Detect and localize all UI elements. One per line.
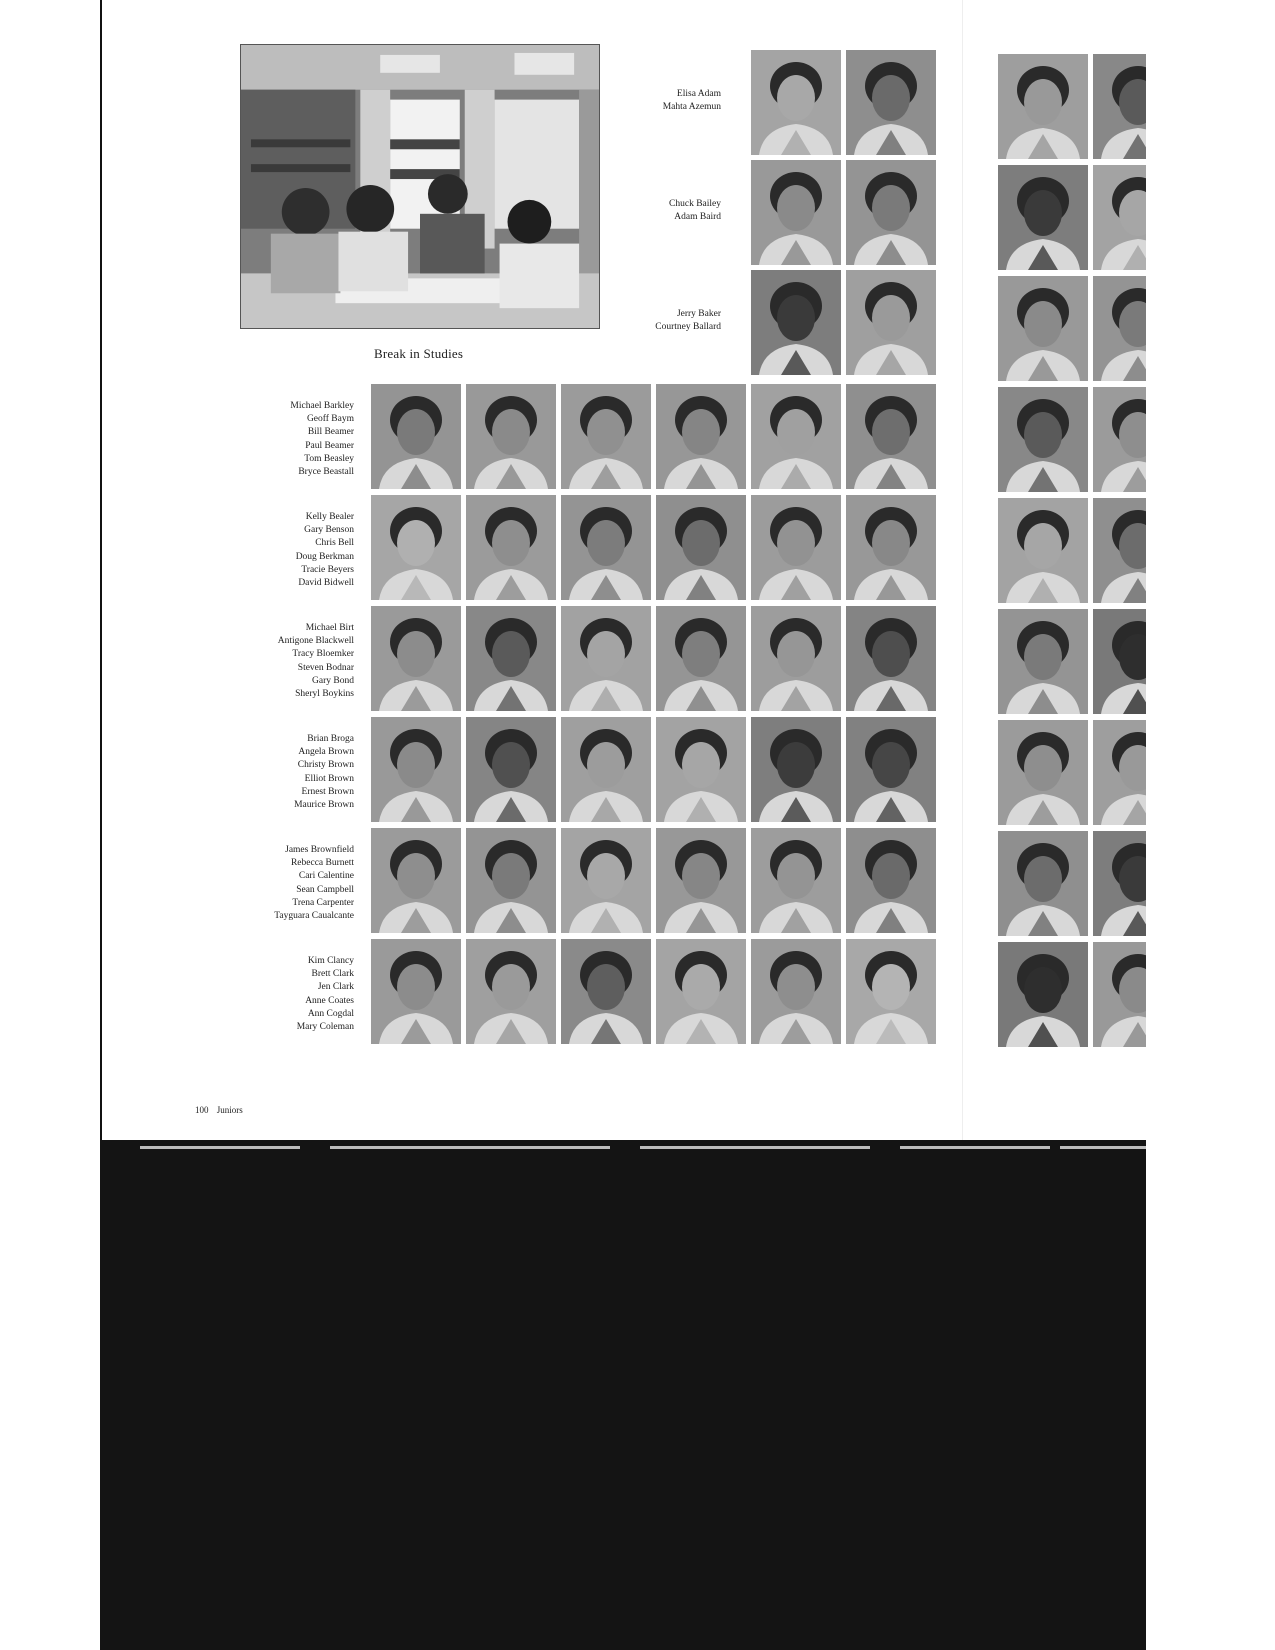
student-name: Tom Beasley: [304, 453, 354, 464]
student-portrait: [998, 387, 1088, 492]
student-portrait: [656, 717, 746, 822]
student-name: Michael Birt: [305, 623, 354, 633]
student-portrait: [466, 384, 556, 489]
student-name: Doug Berkman: [295, 551, 354, 562]
student-name: Tracy Bloemker: [292, 649, 354, 660]
student-name: Sean Campbell: [296, 884, 354, 895]
student-name: Geoff Baym: [306, 414, 354, 425]
row-names: [194, 844, 354, 923]
student-portrait: [656, 828, 746, 933]
student-portrait: [656, 384, 746, 489]
row-names: [194, 511, 354, 590]
student-portrait: [466, 606, 556, 711]
page-right-margin: [1146, 0, 1275, 1650]
student-name: Bill Beamer: [307, 427, 354, 438]
student-portrait: [998, 54, 1088, 159]
student-portrait: [751, 828, 841, 933]
student-portrait: [561, 495, 651, 600]
student-portrait: [561, 939, 651, 1044]
student-name: Tayguara Caualcante: [274, 911, 354, 922]
student-portrait: [466, 717, 556, 822]
student-portrait: [466, 495, 556, 600]
student-name: Jerry Baker: [676, 309, 721, 319]
student-portrait: [561, 717, 651, 822]
student-name: Trena Carpenter: [292, 897, 354, 908]
student-portrait: [846, 160, 936, 265]
student-portrait: [998, 942, 1088, 1047]
student-portrait: [846, 495, 936, 600]
student-portrait: [998, 498, 1088, 603]
student-portrait: [751, 606, 841, 711]
student-portrait: [846, 939, 936, 1044]
student-name: Bryce Beastall: [298, 467, 354, 478]
top-row-names: [561, 88, 721, 114]
student-portrait: [751, 717, 841, 822]
student-portrait: [656, 606, 746, 711]
row-names: [194, 955, 354, 1034]
student-portrait: [371, 606, 461, 711]
student-name: Kelly Bealer: [305, 512, 354, 522]
student-name: Angela Brown: [298, 747, 354, 758]
student-portrait: [846, 606, 936, 711]
student-portrait: [998, 276, 1088, 381]
student-name: Brett Clark: [311, 969, 354, 980]
top-row-names: [561, 308, 721, 334]
student-name: James Brownfield: [285, 845, 354, 855]
student-name: Elliot Brown: [304, 773, 354, 784]
student-portrait: [371, 495, 461, 600]
student-name: Sheryl Boykins: [295, 689, 354, 700]
student-portrait: [998, 831, 1088, 936]
student-portrait: [998, 165, 1088, 270]
student-name: Antigone Blackwell: [277, 636, 354, 647]
section-label: Juniors: [216, 1105, 243, 1115]
student-name: Chris Bell: [315, 538, 354, 549]
student-portrait: [371, 828, 461, 933]
student-name: Kim Clancy: [307, 956, 354, 966]
student-portrait: [751, 939, 841, 1044]
student-name: Rebecca Burnett: [290, 858, 354, 869]
page-gutter: [962, 0, 963, 1140]
student-name: David Bidwell: [298, 578, 354, 589]
student-portrait: [846, 717, 936, 822]
student-portrait: [846, 828, 936, 933]
student-portrait: [751, 270, 841, 375]
student-portrait: [561, 384, 651, 489]
student-name: Tracie Beyers: [301, 564, 354, 575]
student-portrait: [656, 939, 746, 1044]
student-name: Elisa Adam: [676, 89, 721, 99]
student-portrait: [371, 384, 461, 489]
student-portrait: [846, 50, 936, 155]
student-portrait: [751, 495, 841, 600]
student-portrait: [561, 606, 651, 711]
student-name: Anne Coates: [305, 995, 354, 1006]
student-portrait: [846, 270, 936, 375]
student-name: Jen Clark: [317, 982, 354, 993]
student-portrait: [998, 720, 1088, 825]
student-name: Gary Benson: [304, 525, 354, 536]
student-name: Brian Broga: [307, 734, 354, 744]
student-portrait: [846, 384, 936, 489]
row-names: [194, 622, 354, 701]
student-name: Christy Brown: [297, 760, 354, 771]
student-portrait: [371, 717, 461, 822]
student-portrait: [371, 939, 461, 1044]
student-name: Gary Bond: [312, 675, 354, 686]
student-name: Mahta Azemun: [662, 102, 721, 113]
page-bottom-edge: [100, 1140, 1146, 1156]
page-footer: [195, 1105, 243, 1115]
student-portrait: [751, 50, 841, 155]
student-name: Adam Baird: [674, 212, 721, 223]
row-names: [194, 733, 354, 812]
student-name: Cari Calentine: [298, 871, 354, 882]
page-number: 100: [195, 1105, 209, 1115]
student-name: Paul Beamer: [305, 440, 354, 451]
photo-caption: Break in Studies: [374, 346, 464, 361]
student-portrait: [751, 160, 841, 265]
student-name: Chuck Bailey: [669, 199, 721, 209]
page-left-edge: [100, 0, 102, 1140]
student-portrait: [751, 384, 841, 489]
student-name: Ann Cogdal: [307, 1008, 354, 1019]
student-portrait: [466, 828, 556, 933]
candid-photo-library: [240, 44, 600, 329]
row-names: [194, 400, 354, 479]
student-name: Mary Coleman: [296, 1022, 354, 1033]
student-portrait: [998, 609, 1088, 714]
student-name: Steven Bodnar: [297, 662, 354, 673]
student-name: Courtney Ballard: [655, 322, 721, 333]
student-name: Maurice Brown: [294, 800, 354, 811]
student-portrait: [466, 939, 556, 1044]
student-name: Michael Barkley: [290, 401, 354, 411]
student-name: Ernest Brown: [301, 786, 354, 797]
top-row-names: [561, 198, 721, 224]
student-portrait: [561, 828, 651, 933]
scan-background: [100, 1140, 1146, 1650]
student-portrait: [656, 495, 746, 600]
